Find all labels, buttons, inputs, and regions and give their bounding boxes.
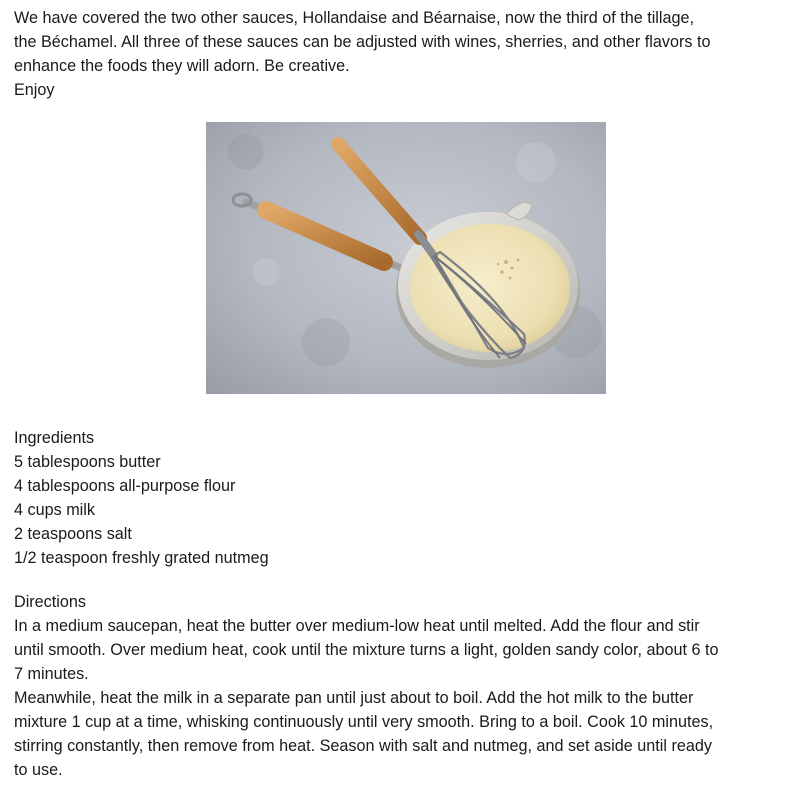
bechamel-photo [206,122,606,394]
ingredients-heading: Ingredients [14,429,95,447]
intro-line: enhance the foods they will adorn. Be creative. [14,57,350,75]
directions-line: 7 minutes. [14,665,89,683]
ingredients-section [14,426,804,570]
ingredient-item: 5 tablespoons butter [14,453,161,471]
bechamel-sauce [410,224,570,352]
intro-signoff: Enjoy [14,81,55,99]
ingredient-item: 4 cups milk [14,501,95,519]
directions-line: to use. [14,761,63,779]
directions-line: Meanwhile, heat the milk in a separate pan until just about to boil. Add the hot milk to the butter [14,689,694,707]
intro-paragraph [14,6,804,102]
intro-line: the Béchamel. All three of these sauces can be adjusted with wines, sherries, and other flavors to [14,33,711,51]
directions-line: until smooth. Over medium heat, cook until the mixture turns a light, golden sandy color, about 6 to [14,641,719,659]
ingredient-item: 2 teaspoons salt [14,525,132,543]
ingredient-item: 1/2 teaspoon freshly grated nutmeg [14,549,269,567]
intro-line: We have covered the two other sauces, Hollandaise and Béarnaise, now the third of the tillage, [14,9,694,27]
saucepan-whisk-illustration [206,122,606,394]
directions-section [14,590,804,782]
ingredient-item: 4 tablespoons all-purpose flour [14,477,236,495]
directions-heading: Directions [14,593,86,611]
directions-line: mixture 1 cup at a time, whisking continuously until very smooth. Bring to a boil. Cook 10 minutes, [14,713,714,731]
directions-line: In a medium saucepan, heat the butter over medium-low heat until melted. Add the flour and stir [14,617,700,635]
directions-line: stirring constantly, then remove from heat. Season with salt and nutmeg, and set aside until ready [14,737,712,755]
